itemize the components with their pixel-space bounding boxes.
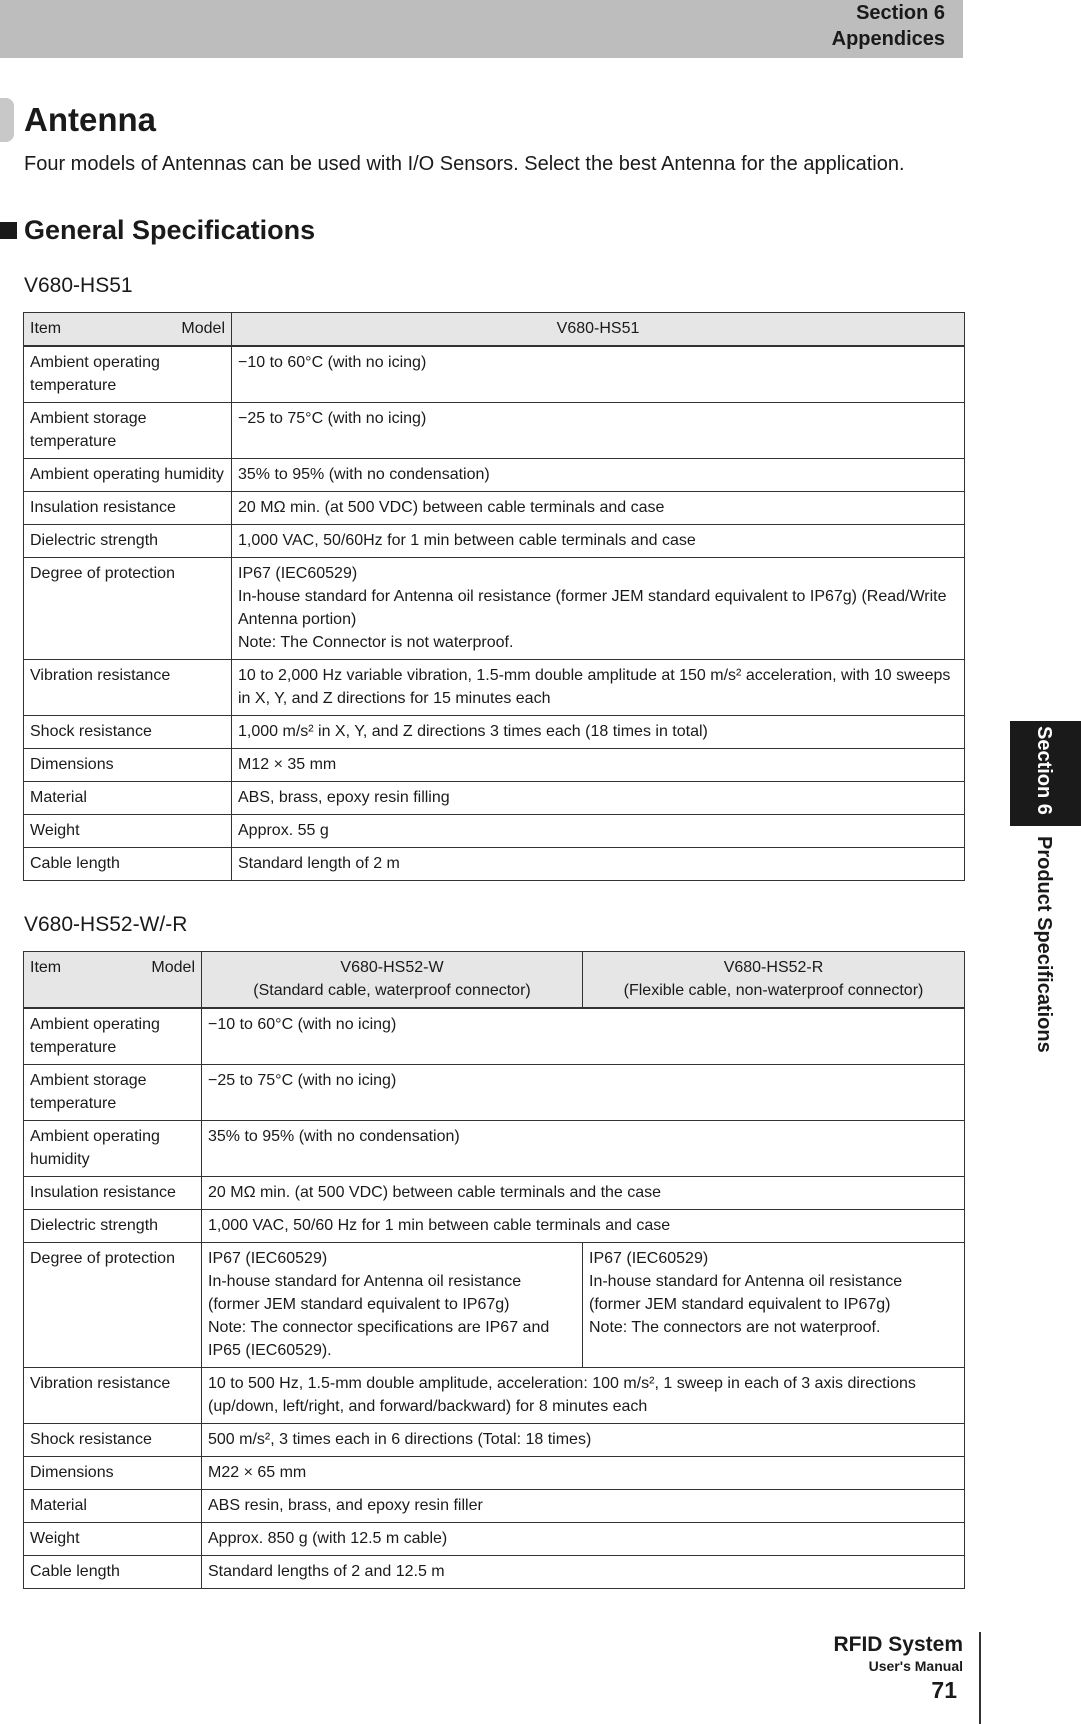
header-chapter: Appendices — [831, 28, 945, 50]
col-model-label: Model — [151, 959, 195, 976]
spec-item-cell: Vibration resistance — [24, 1368, 202, 1424]
table-row — [24, 1457, 965, 1490]
spec-item-cell: Insulation resistance — [24, 492, 232, 525]
table-row — [24, 1556, 965, 1589]
model-r-header — [583, 952, 965, 1009]
spec-table-hs51 — [23, 312, 965, 881]
spec-item-cell: Cable length — [24, 1556, 202, 1589]
spec-item-cell: Ambient operating temperature — [24, 346, 232, 403]
model-w-name: V680-HS52-W — [340, 959, 444, 976]
spec-item-cell: Cable length — [24, 848, 232, 881]
spec-value-cell: 10 to 2,000 Hz variable vibration, 1.5-mm double amplitude at 150 m/s² acceleration, with 10 sweeps in X, Y, and Z directions for 15 minutes each — [232, 660, 965, 716]
table-row — [24, 1008, 965, 1065]
spec-item-cell: Ambient storage temperature — [24, 1065, 202, 1121]
spec-value-cell: 10 to 500 Hz, 1.5-mm double amplitude, acceleration: 100 m/s², 1 sweep in each of 3 axis directions (up/down, left/right, and forward/backward) for 8 minutes each — [202, 1368, 965, 1424]
section-heading — [0, 213, 315, 247]
spec-item-cell: Insulation resistance — [24, 1177, 202, 1210]
spec-value-cell: Approx. 55 g — [232, 815, 965, 848]
spec-value-cell: Standard length of 2 m — [232, 848, 965, 881]
section-heading-label: General Specifications — [24, 215, 316, 245]
table-row — [24, 1523, 965, 1556]
spec-item-cell: Degree of protection — [24, 1243, 202, 1368]
spec-value-cell: −25 to 75°C (with no icing) — [202, 1065, 965, 1121]
footer-brand — [833, 1632, 963, 1674]
spec-table-hs52 — [23, 951, 965, 1589]
side-tab-label: Section 6 — [1033, 726, 1055, 815]
spec-value-cell: 500 m/s², 3 times each in 6 directions (Total: 18 times) — [202, 1424, 965, 1457]
table-row — [24, 1243, 965, 1368]
spec-item-cell: Ambient storage temperature — [24, 403, 232, 459]
spec-value-cell: −25 to 75°C (with no icing) — [232, 403, 965, 459]
table-row — [24, 848, 965, 881]
table-row — [24, 1368, 965, 1424]
table-row — [24, 1121, 965, 1177]
page-title: Antenna — [24, 101, 156, 138]
col-model-label: Model — [181, 320, 225, 337]
spec-item-cell: Dimensions — [24, 1457, 202, 1490]
spec-value-cell: 35% to 95% (with no condensation) — [202, 1121, 965, 1177]
table-row — [24, 1177, 965, 1210]
table-row — [24, 459, 965, 492]
spec-value-cell: ABS, brass, epoxy resin filling — [232, 782, 965, 815]
spec-item-cell: Ambient operating temperature — [24, 1008, 202, 1065]
spec-item-cell: Shock resistance — [24, 716, 232, 749]
model-w-desc: (Standard cable, waterproof connector) — [253, 982, 531, 999]
table2-caption: V680-HS52-W/-R — [24, 913, 188, 936]
footer-divider — [979, 1632, 981, 1724]
table-row — [24, 525, 965, 558]
spec-item-cell: Material — [24, 1490, 202, 1523]
spec-value-cell: Standard lengths of 2 and 12.5 m — [202, 1556, 965, 1589]
side-chapter-label: Product Specifications — [1033, 836, 1055, 1053]
col-item-label: Item — [30, 320, 62, 337]
intro-text: Four models of Antennas can be used with I/O Sensors. Select the best Antenna for the application. — [24, 153, 905, 175]
header-section: Section 6 — [856, 2, 945, 24]
spec-value-r-cell: IP67 (IEC60529) In-house standard for Antenna oil resistance (former JEM standard equivalent to IP67g) Note: The connectors are not waterproof. — [583, 1243, 965, 1368]
footer-brand-name: RFID System — [833, 1633, 963, 1656]
spec-value-w-cell: IP67 (IEC60529) In-house standard for Antenna oil resistance (former JEM standard equivalent to IP67g) Note: The connector specifications are IP67 and IP65 (IEC60529). — [202, 1243, 583, 1368]
spec-value-cell: M12 × 35 mm — [232, 749, 965, 782]
spec-item-cell: Dielectric strength — [24, 525, 232, 558]
spec-value-cell: M22 × 65 mm — [202, 1457, 965, 1490]
table-row — [24, 403, 965, 459]
table-row — [24, 1490, 965, 1523]
spec-item-cell: Ambient operating humidity — [24, 1121, 202, 1177]
square-bullet-icon — [0, 222, 17, 239]
table-row — [24, 558, 965, 660]
table-row — [24, 782, 965, 815]
spec-value-cell: 1,000 m/s² in X, Y, and Z directions 3 times each (18 times in total) — [232, 716, 965, 749]
spec-value-cell: ABS resin, brass, and epoxy resin filler — [202, 1490, 965, 1523]
table-header-row — [24, 952, 965, 1009]
spec-value-cell: 1,000 VAC, 50/60Hz for 1 min between cable terminals and case — [232, 525, 965, 558]
spec-value-cell: 20 MΩ min. (at 500 VDC) between cable terminals and the case — [202, 1177, 965, 1210]
table-row — [24, 1210, 965, 1243]
header-bar — [0, 0, 963, 58]
model-w-header — [202, 952, 583, 1009]
spec-value-cell: Approx. 850 g (with 12.5 m cable) — [202, 1523, 965, 1556]
spec-value-cell: 35% to 95% (with no condensation) — [232, 459, 965, 492]
header-text — [832, 0, 945, 52]
model-r-desc: (Flexible cable, non-waterproof connector) — [623, 982, 924, 999]
spec-item-cell: Weight — [24, 815, 232, 848]
col-item-label: Item — [30, 959, 62, 976]
spec-item-cell: Dimensions — [24, 749, 232, 782]
footer-manual: User's Manual — [868, 1658, 963, 1674]
item-model-header — [24, 313, 232, 347]
table-header-row — [24, 313, 965, 347]
spec-item-cell: Weight — [24, 1523, 202, 1556]
table1-caption: V680-HS51 — [24, 274, 133, 297]
spec-value-cell: 20 MΩ min. (at 500 VDC) between cable terminals and case — [232, 492, 965, 525]
title-tab-marker — [0, 98, 14, 142]
spec-value-cell: −10 to 60°C (with no icing) — [202, 1008, 965, 1065]
spec-item-cell: Shock resistance — [24, 1424, 202, 1457]
page-number: 71 — [931, 1677, 957, 1703]
spec-item-cell: Material — [24, 782, 232, 815]
table-row — [24, 1065, 965, 1121]
item-model-header — [24, 952, 202, 1009]
table-row — [24, 660, 965, 716]
spec-item-cell: Ambient operating humidity — [24, 459, 232, 492]
table-row — [24, 346, 965, 403]
model-r-name: V680-HS52-R — [723, 959, 824, 976]
spec-item-cell: Dielectric strength — [24, 1210, 202, 1243]
table-row — [24, 749, 965, 782]
spec-value-cell: −10 to 60°C (with no icing) — [232, 346, 965, 403]
spec-item-cell: Vibration resistance — [24, 660, 232, 716]
spec-value-cell: IP67 (IEC60529) In-house standard for Antenna oil resistance (former JEM standard equivalent to IP67g) (Read/Write Antenna portion) Note: The Connector is not waterproof. — [232, 558, 965, 660]
model-header: V680-HS51 — [232, 313, 965, 347]
spec-item-cell: Degree of protection — [24, 558, 232, 660]
table-row — [24, 1424, 965, 1457]
table-row — [24, 716, 965, 749]
table-row — [24, 492, 965, 525]
table-row — [24, 815, 965, 848]
spec-value-cell: 1,000 VAC, 50/60 Hz for 1 min between cable terminals and case — [202, 1210, 965, 1243]
